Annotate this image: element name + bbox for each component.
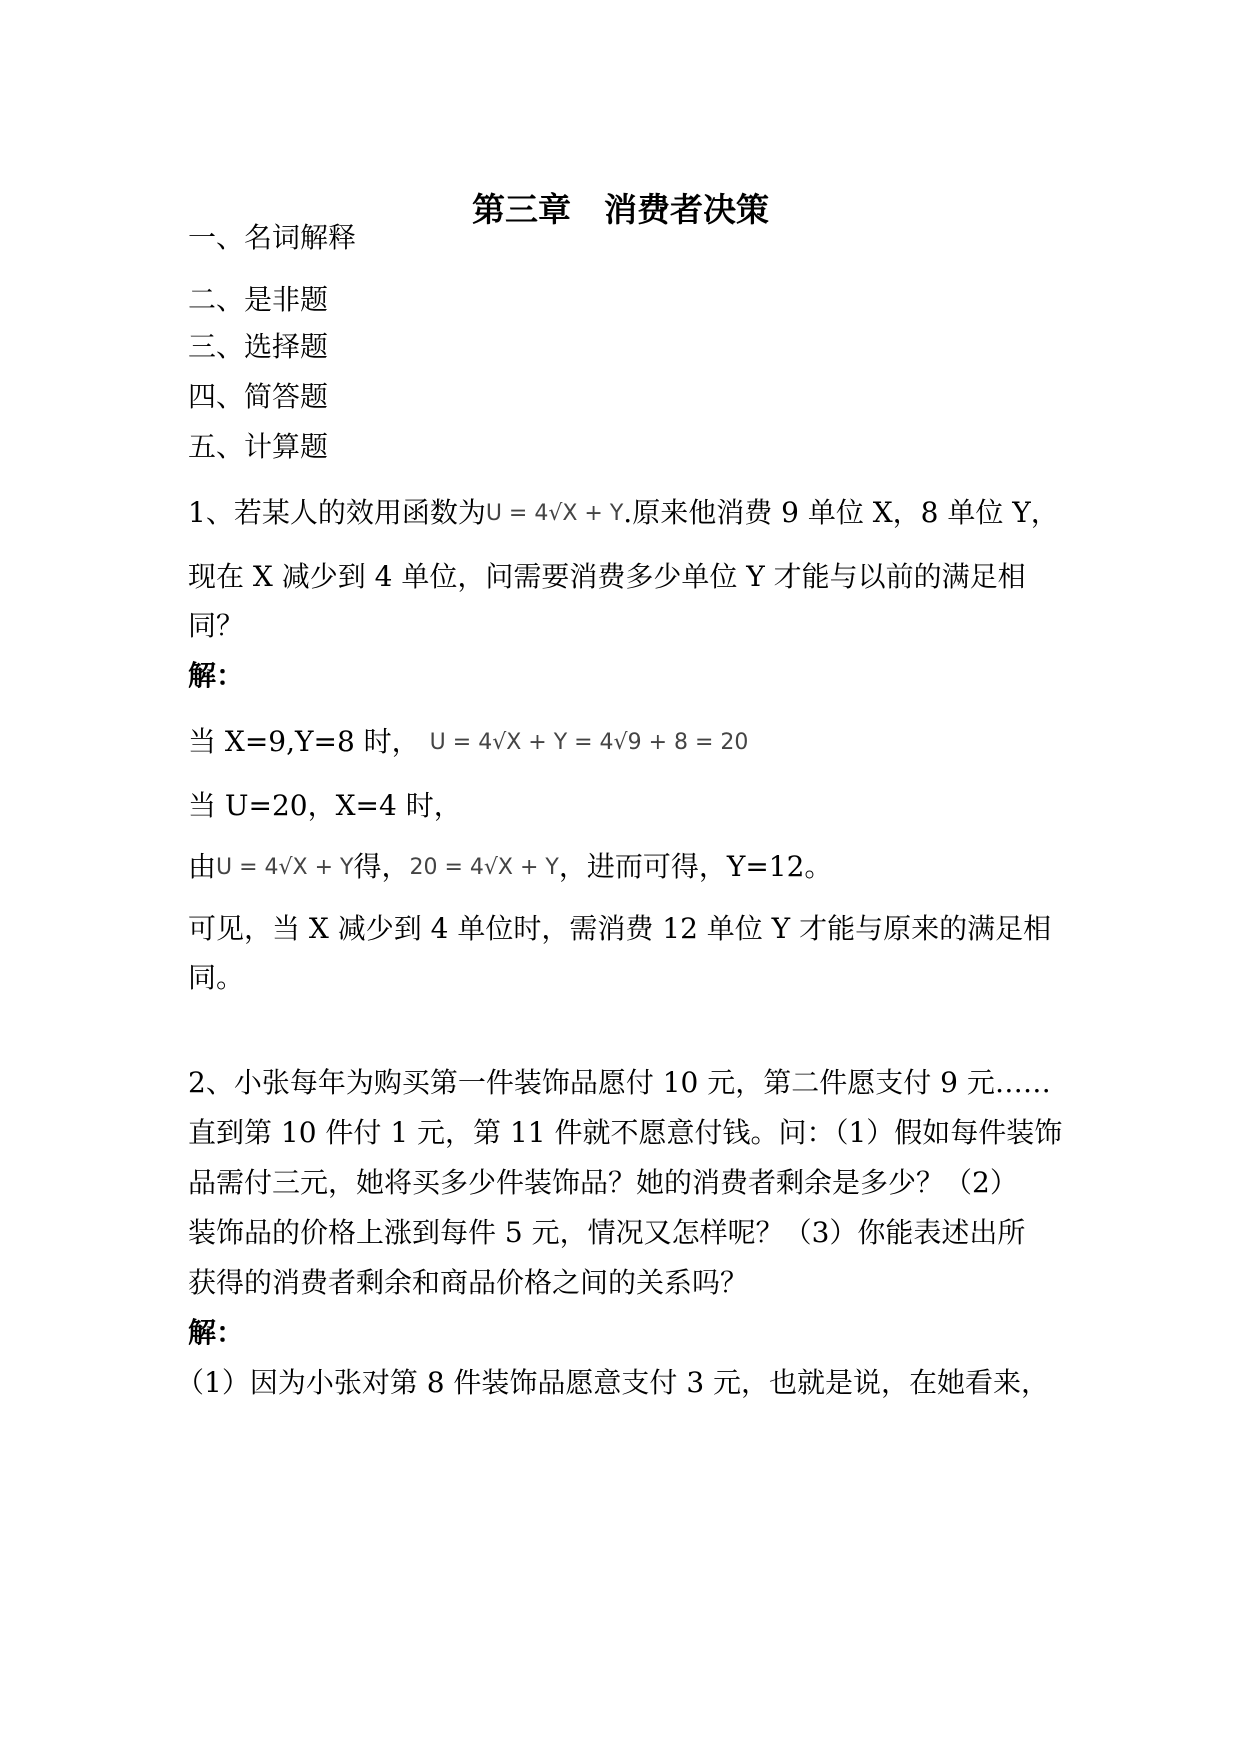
section-heading-multiple-choice: 三、选择题 bbox=[188, 330, 329, 363]
step-text: 由 bbox=[188, 850, 217, 883]
q1-conclusion-line-2: 同。 bbox=[188, 961, 245, 994]
q2-answer-line-1: （1）因为小张对第 8 件装饰品愿意支付 3 元，也就是说，在她看来， bbox=[176, 1366, 1050, 1399]
q2-line-4: 装饰品的价格上涨到每件 5 元，情况又怎样呢？（3）你能表述出所 bbox=[188, 1216, 1026, 1249]
step-text: ，进而可得，Y=12。 bbox=[558, 850, 833, 883]
step-text: 得， bbox=[353, 850, 410, 883]
q1-solution-step-1 bbox=[188, 722, 748, 763]
q1-text: 1、若某人的效用函数为 bbox=[188, 496, 486, 529]
section-heading-short-answer: 四、简答题 bbox=[188, 380, 329, 413]
q2-line-1: 2、小张每年为购买第一件装饰品愿付 10 元，第二件愿支付 9 元…… bbox=[188, 1066, 1051, 1099]
section-heading-true-false: 二、是非题 bbox=[188, 283, 329, 316]
computed-utility-formula: U = 4√X + Y = 4√9 + 8 = 20 bbox=[429, 730, 749, 755]
utility-formula: U = 4√X + Y bbox=[216, 855, 354, 880]
utility-formula: U = 4√X + Y bbox=[485, 501, 624, 526]
q2-line-5: 获得的消费者剩余和商品价格之间的关系吗？ bbox=[188, 1266, 749, 1299]
equation-formula: 20 = 4√X + Y bbox=[409, 855, 559, 880]
q1-line-2: 现在 X 减少到 4 单位，问需要消费多少单位 Y 才能与以前的满足相 bbox=[188, 560, 1026, 593]
q1-text: .原来他消费 9 单位 X，8 单位 Y， bbox=[623, 496, 1059, 529]
chapter-title: 第三章 消费者决策 bbox=[472, 190, 769, 229]
section-heading-calculation: 五、计算题 bbox=[188, 430, 329, 463]
q2-solution-label: 解： bbox=[188, 1316, 245, 1349]
step-text: 当 X=9,Y=8 时， bbox=[188, 725, 420, 758]
q2-line-3: 品需付三元，她将买多少件装饰品？她的消费者剩余是多少？（2） bbox=[188, 1166, 1018, 1199]
q1-line-1 bbox=[188, 493, 1059, 534]
q2-line-2: 直到第 10 件付 1 元，第 11 件就不愿意付钱。问：（1）假如每件装饰 bbox=[188, 1116, 1063, 1149]
q1-conclusion-line-1: 可见，当 X 减少到 4 单位时，需消费 12 单位 Y 才能与原来的满足相 bbox=[188, 912, 1052, 945]
q1-solution-step-3 bbox=[188, 847, 832, 888]
section-heading-terms: 一、名词解释 bbox=[188, 221, 357, 254]
q1-solution-step-2: 当 U=20，X=4 时， bbox=[188, 789, 462, 822]
q1-line-3: 同？ bbox=[188, 609, 245, 642]
q1-solution-label: 解： bbox=[188, 659, 245, 692]
